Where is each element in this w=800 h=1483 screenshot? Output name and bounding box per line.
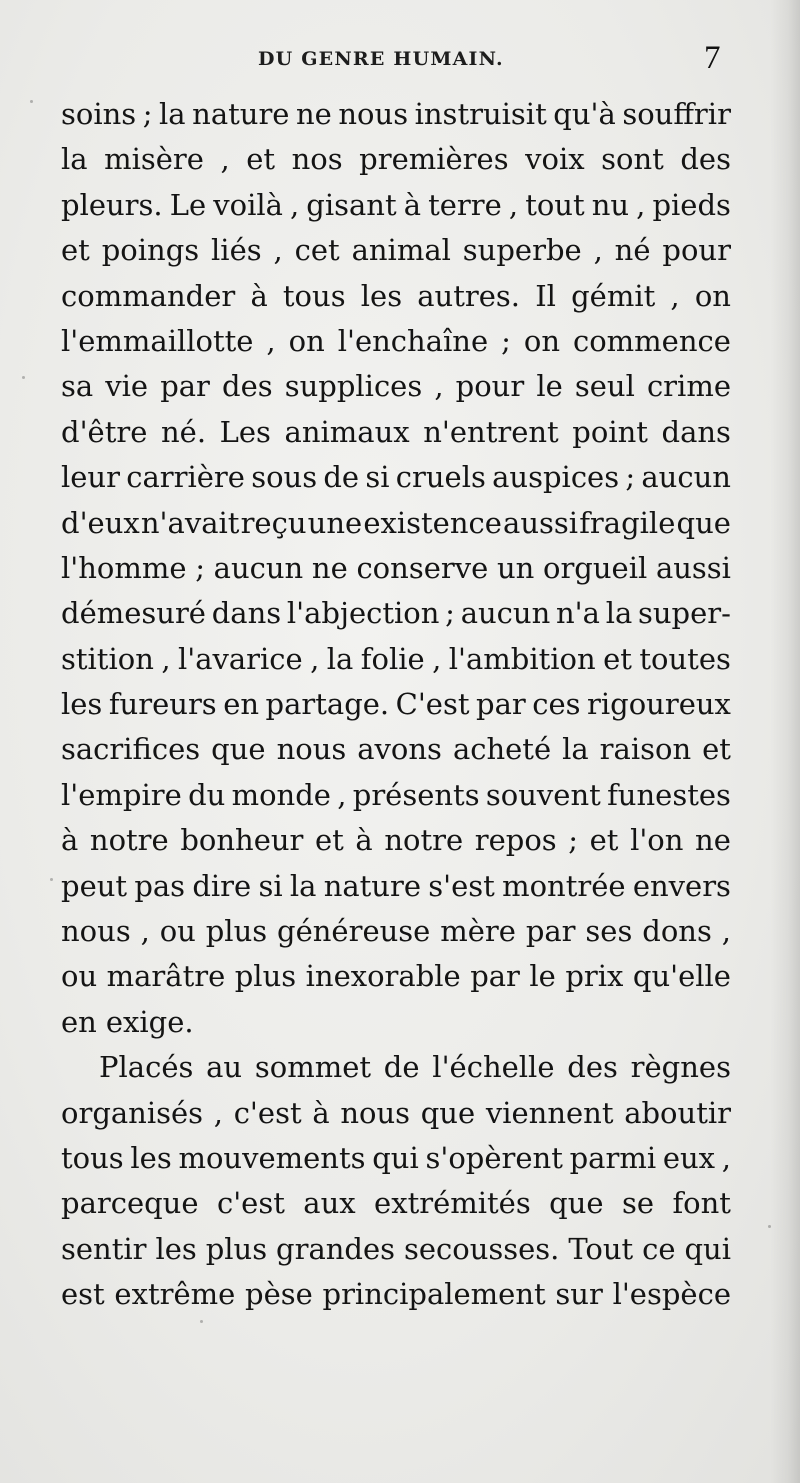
text-line: sa vie par des supplices , pour le seul crime: [61, 369, 731, 404]
text-line: commander à tous les autres. Il gémit , on: [61, 278, 731, 313]
text-line: la misère , et nos premières voix sont des: [61, 142, 731, 177]
text-line: soins ; la nature ne nous instruisit qu'à souffrir: [61, 97, 731, 131]
text-line: organisés , c'est à nous que viennent aboutir: [61, 1095, 731, 1130]
text-line: en exige.: [61, 1004, 194, 1039]
text-line: sentir les plus grandes secousses. Tout ce qui: [61, 1231, 731, 1266]
text-line: démesuré dans l'abjection ; aucun n'a la super-: [61, 596, 731, 631]
paper-speck: [30, 100, 33, 103]
page-number: 7: [704, 40, 721, 76]
text-line: Placés au sommet de l'échelle des règnes: [99, 1050, 731, 1085]
page-edge-shadow: [770, 0, 800, 1483]
text-line: d'eux n'avait reçu une existence aussi fragile que: [61, 505, 731, 540]
text-line: l'empire du monde , présents souvent funestes: [61, 777, 731, 812]
text-line: l'homme ; aucun ne conserve un orgueil aussi: [61, 550, 731, 585]
text-line: parceque c'est aux extrémités que se font: [61, 1186, 731, 1221]
body-text: [61, 92, 731, 1318]
running-head: DU GENRE HUMAIN.: [258, 48, 504, 70]
text-line: tous les mouvements qui s'opèrent parmi eux ,: [61, 1140, 731, 1175]
text-line: d'être né. Les animaux n'entrent point dans: [61, 414, 731, 449]
text-line: l'emmaillotte , on l'enchaîne ; on commence: [61, 323, 731, 358]
paper-speck: [200, 1320, 203, 1323]
text-line: leur carrière sous de si cruels auspices ; aucun: [61, 460, 731, 495]
text-line: stition , l'avarice , la folie , l'ambition et toutes: [61, 641, 731, 676]
paper-speck: [768, 1225, 771, 1228]
text-line: et poings liés , cet animal superbe , né pour: [61, 233, 731, 268]
text-line: pleurs. Le voilà , gisant à terre , tout nu , pieds: [61, 187, 731, 222]
text-line: est extrême pèse principalement sur l'espèce: [61, 1277, 731, 1312]
page-header: [0, 40, 800, 84]
paper-speck: [22, 376, 25, 379]
text-line: à notre bonheur et à notre repos ; et l'on ne: [61, 823, 731, 858]
text-line: les fureurs en partage. C'est par ces rigoureux: [61, 687, 731, 722]
text-line: nous , ou plus généreuse mère par ses dons ,: [61, 914, 731, 949]
text-line: peut pas dire si la nature s'est montrée envers: [61, 868, 731, 903]
paper-speck: [50, 878, 53, 881]
text-line: ou marâtre plus inexorable par le prix qu'elle: [61, 959, 731, 994]
text-line: sacrifices que nous avons acheté la raison et: [61, 732, 731, 767]
